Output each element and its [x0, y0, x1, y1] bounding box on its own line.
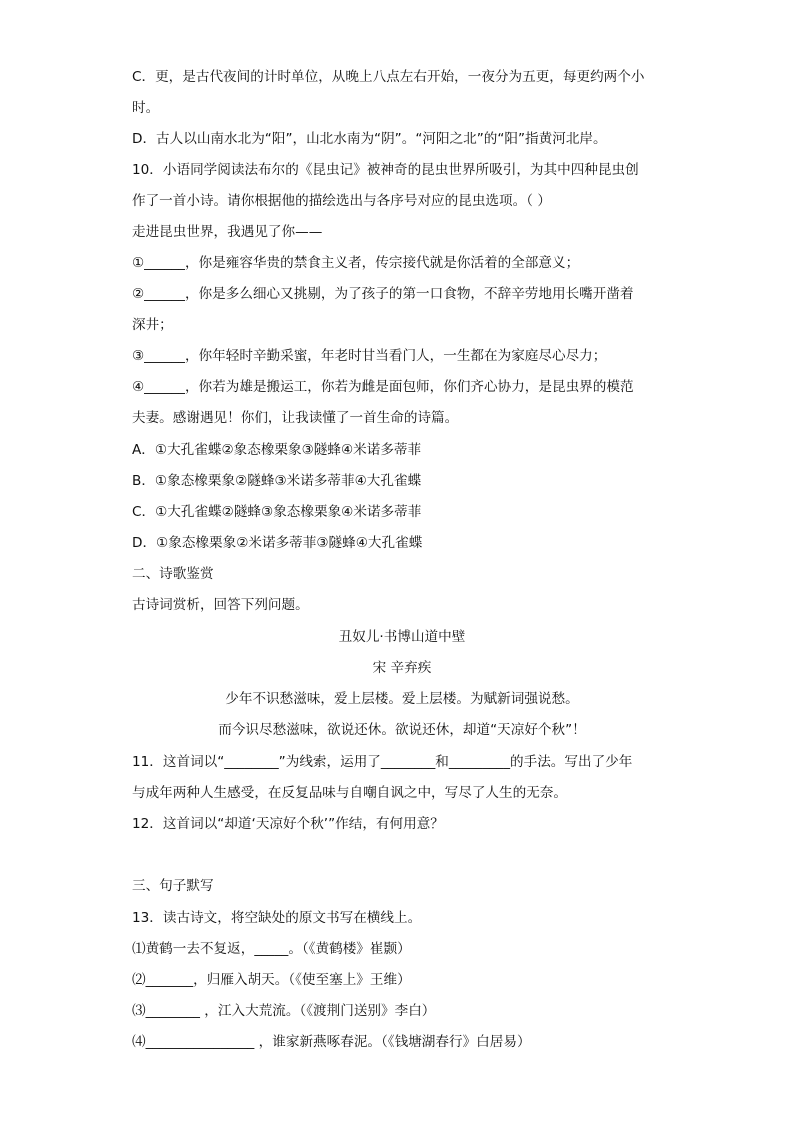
question-13: 13．读古诗文，将空缺处的原文书写在横线上。 [132, 910, 422, 926]
section-heading-poetry: 二、诗歌鉴赏 [132, 566, 214, 582]
section-heading-dictation: 三、句子默写 [132, 878, 214, 894]
question-12: 12．这首词以“却道‘天凉好个秋’”作结，有何用意？ [132, 816, 444, 832]
poem-verse-2: 而今识尽愁滋味，欲说还休。欲说还休，却道“天凉好个秋”！ [218, 722, 586, 738]
question-11-line-1: 11．这首词以“________”为线索，运用了________和_________的手法。写出了少年 [132, 754, 633, 770]
poem-verse-1: 少年不识愁滋味，爱上层楼。爱上层楼。为赋新词强说愁。 [225, 691, 579, 707]
poem-item-4-line-2: 夫妻。感谢遇见！你们，让我读懂了一首生命的诗篇。 [132, 410, 459, 426]
poem-title: 丑奴儿·书博山道中壁 [338, 629, 466, 645]
dictation-item-2: ⑵_______，归雁入胡天。（《使至塞上》王维） [132, 972, 411, 988]
dictation-item-1: ⑴黄鹤一去不复返，_____。（《黄鹤楼》崔颢） [132, 941, 411, 957]
choice-c: C．①大孔雀蝶②隧蜂③象态橡栗象④米诺多蒂菲 [132, 504, 422, 520]
poem-item-2-line-2: 深井； [132, 317, 173, 333]
option-c-line-2: 时。 [132, 100, 160, 116]
question-10-line-1: 10．小语同学阅读法布尔的《昆虫记》被神奇的昆虫世界所吸引，为其中四种昆虫创 [132, 162, 639, 178]
poem-intro: 走进昆虫世界，我遇见了你—— [132, 224, 323, 240]
poem-item-4-line-1: ④______，你若为雄是搬运工，你若为雌是面包师，你们齐心协力，是昆虫界的模范 [132, 379, 634, 395]
poetry-instructions: 古诗词赏析，回答下列问题。 [132, 597, 309, 613]
dictation-item-3: ⑶________ ，江入大荒流。（《渡荆门送别》李白） [132, 1003, 436, 1019]
choice-d: D．①象态橡栗象②米诺多蒂菲③隧蜂④大孔雀蝶 [132, 535, 423, 551]
poem-author: 宋 辛弃疾 [372, 660, 432, 676]
poem-item-3: ③______，你年轻时辛勤采蜜，年老时甘当看门人，一生都在为家庭尽心尽力； [132, 348, 607, 364]
poem-item-2-line-1: ②______，你是多么细心又挑剔，为了孩子的第一口食物，不辞辛劳地用长嘴开凿着 [132, 286, 634, 302]
option-c-line-1: C．更，是古代夜间的计时单位，从晚上八点左右开始，一夜分为五更，每更约两个小 [132, 69, 645, 85]
poem-item-1: ①______，你是雍容华贵的禁食主义者，传宗接代就是你活着的全部意义； [132, 255, 580, 271]
dictation-item-4: ⑷________________ ，谁家新燕啄春泥。（《钱塘湖春行》白居易） [132, 1034, 531, 1050]
choice-a: A．①大孔雀蝶②象态橡栗象③隧蜂④米诺多蒂菲 [132, 442, 422, 458]
option-d: D．古人以山南水北为“阳”，山北水南为“阴”。“河阳之北”的“阳”指黄河北岸。 [132, 131, 607, 147]
question-11-line-2: 与成年两种人生感受，在反复品味与自嘲自讽之中，写尽了人生的无奈。 [132, 785, 567, 801]
question-10-line-2: 作了一首小诗。请你根据他的描绘选出与各序号对应的昆虫选项。（ ） [132, 193, 551, 209]
choice-b: B．①象态橡栗象②隧蜂③米诺多蒂菲④大孔雀蝶 [132, 473, 422, 489]
